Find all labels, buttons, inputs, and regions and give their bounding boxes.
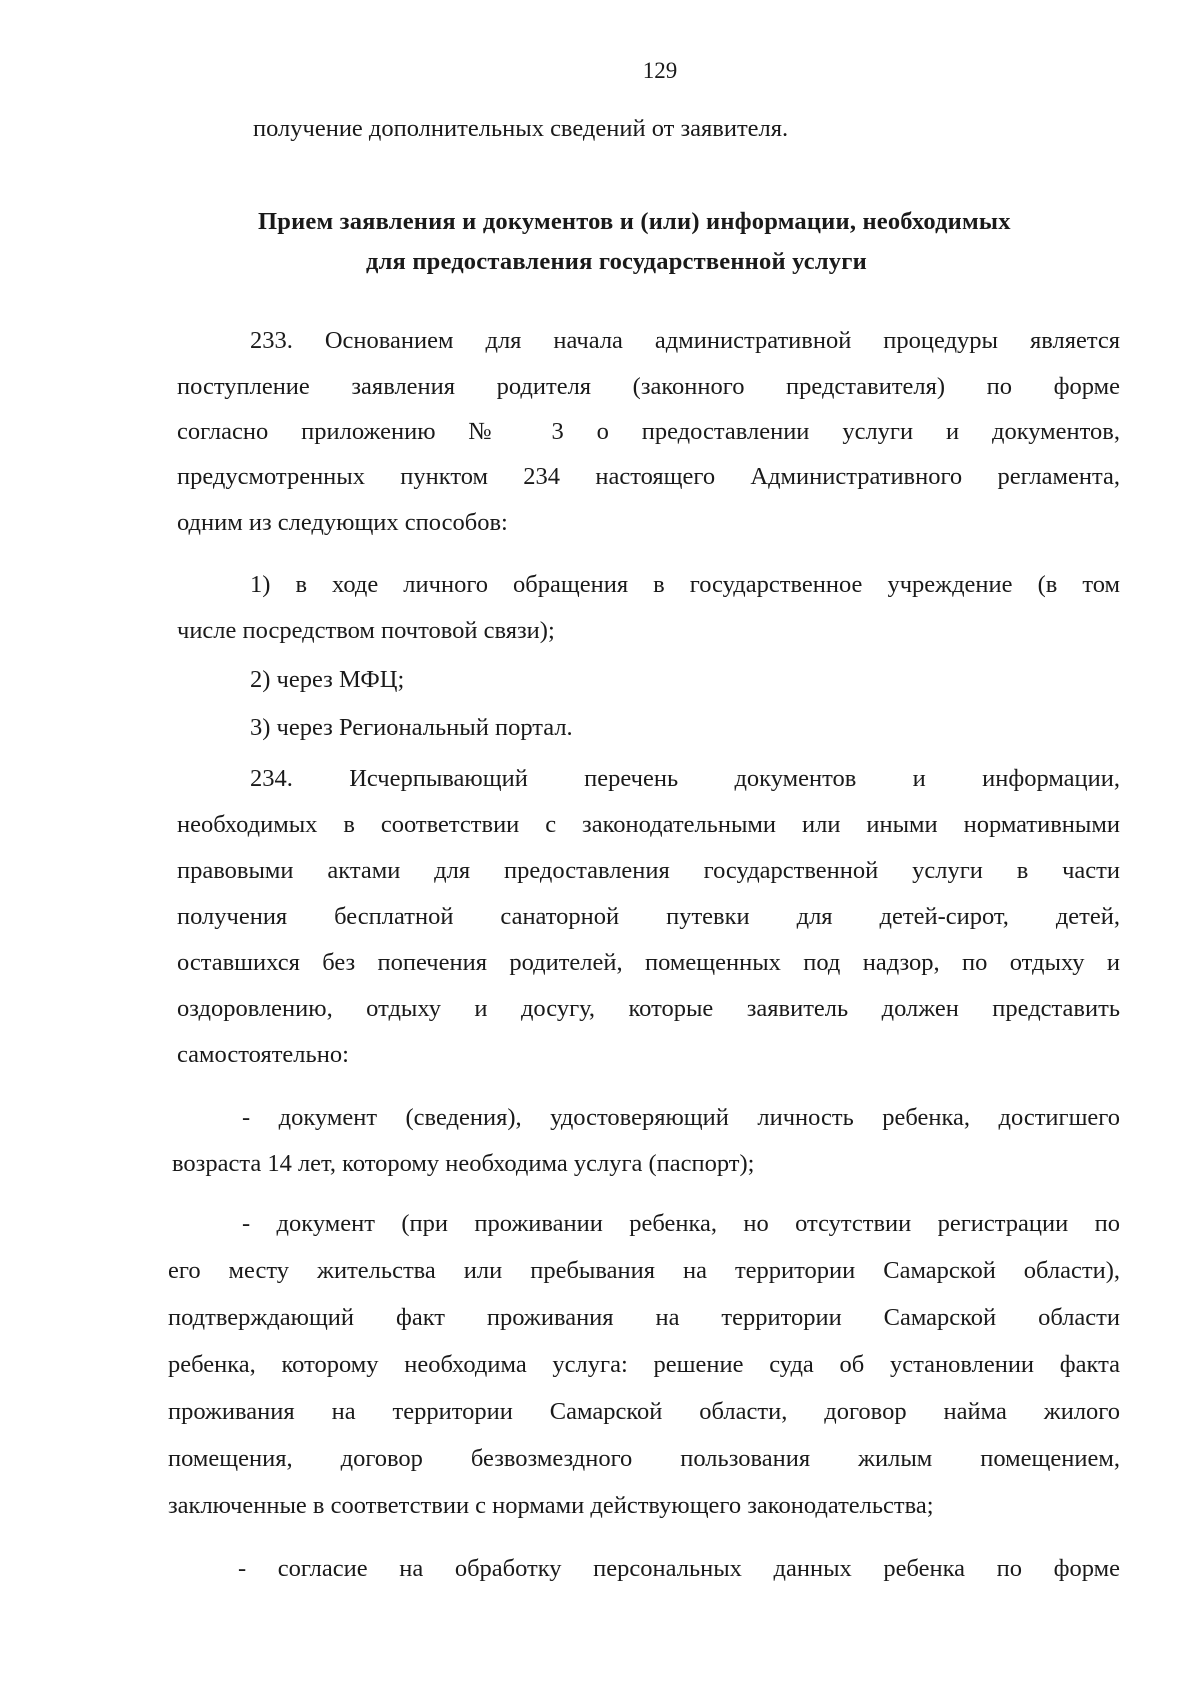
document-item-residence-line-2: его месту жительства или пребывания на территории Самарской области),	[168, 1259, 1120, 1284]
paragraph-233-line-1: 233. Основанием для начала административной процедуры является	[250, 329, 1120, 354]
paragraph-234-line-4: получения бесплатной санаторной путевки для детей-сирот, детей,	[177, 905, 1120, 930]
document-item-residence-line-4: ребенка, которому необходима услуга: решение суда об установлении факта	[168, 1353, 1120, 1378]
paragraph-234-line-2: необходимых в соответствии с законодательными или иными нормативными	[177, 813, 1120, 838]
paragraph-234-line-1: 234. Исчерпывающий перечень документов и информации,	[250, 767, 1120, 792]
paragraph-233-line-3: согласно приложению № 3 о предоставлении услуги и документов,	[177, 420, 1120, 445]
paragraph-234-line-5: оставшихся без попечения родителей, помещенных под надзор, по отдыху и	[177, 951, 1120, 976]
page-number: 129	[642, 58, 678, 83]
paragraph-233-line-5: одним из следующих способов:	[177, 509, 508, 536]
paragraph-233-line-2: поступление заявления родителя (законного представителя) по форме	[177, 375, 1120, 400]
document-item-passport-line-2: возраста 14 лет, которому необходима услуга (паспорт);	[172, 1150, 755, 1177]
paragraph-234-line-7: самостоятельно:	[177, 1041, 349, 1068]
paragraph-234-line-3: правовыми актами для предоставления государственной услуги в части	[177, 859, 1120, 884]
section-heading-line-2: для предоставления государственной услуги	[366, 248, 867, 275]
way-item-2: 2) через МФЦ;	[250, 666, 405, 693]
document-item-residence-line-6: помещения, договор безвозмездного пользования жилым помещением,	[168, 1447, 1120, 1472]
intro-line: получение дополнительных сведений от заявителя.	[253, 115, 789, 142]
paragraph-234-line-6: оздоровлению, отдыху и досугу, которые заявитель должен представить	[177, 997, 1120, 1022]
document-item-residence-line-1: - документ (при проживании ребенка, но отсутствии регистрации по	[242, 1212, 1120, 1237]
document-item-residence-line-5: проживания на территории Самарской области, договор найма жилого	[168, 1400, 1120, 1425]
way-item-1-line-2: числе посредством почтовой связи);	[177, 617, 555, 644]
document-item-residence-line-7: заключенные в соответствии с нормами действующего законодательства;	[168, 1492, 934, 1519]
document-item-residence-line-3: подтверждающий факт проживания на территории Самарской области	[168, 1306, 1120, 1331]
section-heading-line-1: Прием заявления и документов и (или) информации, необходимых	[258, 208, 1011, 235]
way-item-1-line-1: 1) в ходе личного обращения в государственное учреждение (в том	[250, 573, 1120, 598]
document-item-consent-line-1: - согласие на обработку персональных данных ребенка по форме	[238, 1557, 1120, 1582]
way-item-3: 3) через Региональный портал.	[250, 714, 573, 741]
paragraph-233-line-4: предусмотренных пунктом 234 настоящего Административного регламента,	[177, 465, 1120, 490]
document-item-passport-line-1: - документ (сведения), удостоверяющий личность ребенка, достигшего	[242, 1106, 1120, 1131]
